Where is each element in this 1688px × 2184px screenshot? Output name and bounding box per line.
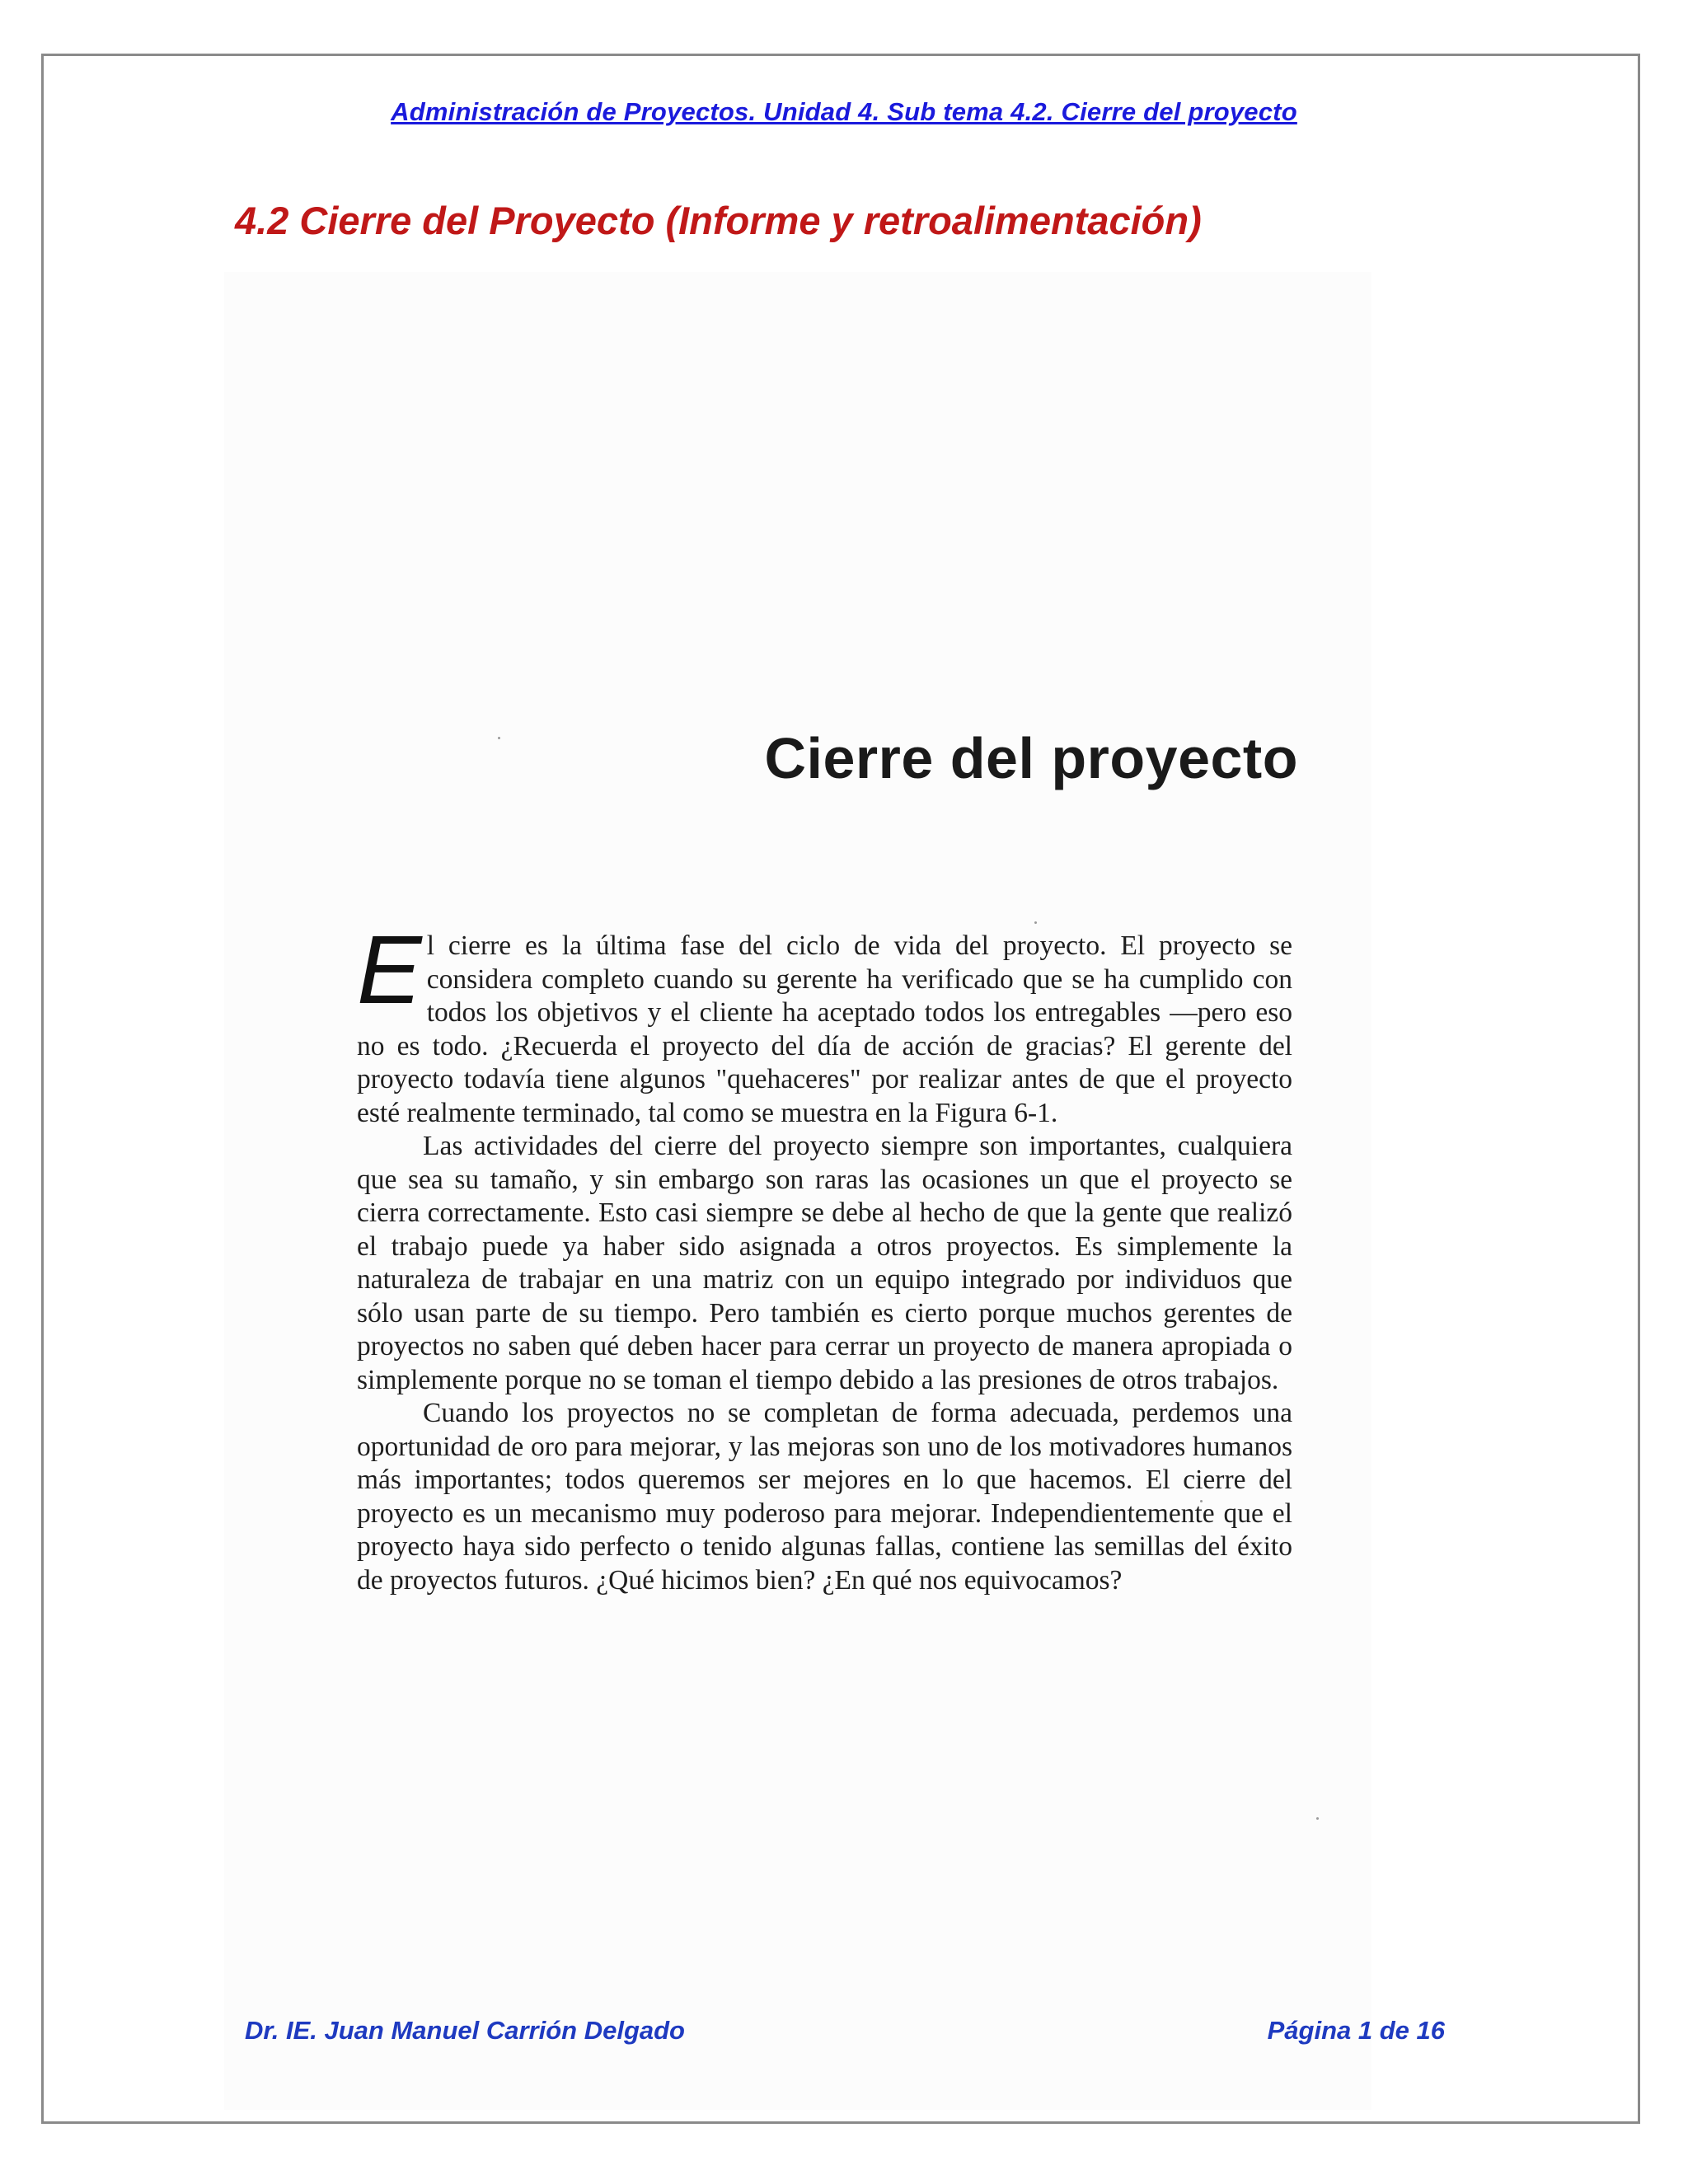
scanned-body-text (357, 916, 1292, 1597)
chapter-title: Cierre del proyecto (764, 726, 1298, 790)
paragraph-2: Las actividades del cierre del proyecto siempre son importantes, cualquiera que sea su tamaño, y sin embargo son raras las ocasiones un que el proyecto se cierra correctamente. Esto casi siempre se debe al hecho de que la gente que realizó el trabajo puede ya haber sido asignada a otros proyectos. Es simplemente la naturaleza de trabajar en una matriz con un equipo integrado por individuos que sólo usan parte de su tiempo. Pero también es cierto porque muchos gerentes de proyectos no saben qué deben hacer para cerrar un proyecto de manera apropiada o simplemente porque no se toman el tiempo debido a las presiones de otros trabajos. (357, 1131, 1292, 1395)
scan-speck (498, 737, 500, 739)
paragraph-1-text: l cierre es la última fase del ciclo de vida del proyecto. El proyecto se considera completo cuando su gerente ha verificado que se ha cumplido con todos los objetivos y el cliente ha aceptado todos los entregables —pero eso no es todo. ¿Recuerda el proyecto del día de acción de gracias? El gerente del proyecto todavía tiene algunos "quehaceres" por realizar antes de que el proyecto esté realmente terminado, tal como se muestra en la Figura 6-1. (357, 930, 1292, 1128)
footer-page-number: Página 1 de 16 (1267, 2016, 1445, 2045)
section-title: 4.2 Cierre del Proyecto (Informe y retroalimentación) (235, 199, 1202, 242)
scan-speck (1034, 921, 1037, 924)
footer-author: Dr. IE. Juan Manuel Carrión Delgado (245, 2016, 685, 2045)
paragraph-3: Cuando los proyectos no se completan de forma adecuada, perdemos una oportunidad de oro para mejorar, y las mejoras son uno de los motivadores humanos más importantes; todos queremos ser mejores en lo que hacemos. El cierre del proyecto es un mecanismo muy poderoso para mejorar. Independientemente que el proyecto haya sido perfecto o tenido algunas fallas, contiene las semillas del éxito de proyectos futuros. ¿Qué hicimos bien? ¿En qué nos equivocamos? (357, 1398, 1292, 1596)
paragraph-1 (357, 916, 1292, 1130)
header-title-link[interactable]: Administración de Proyectos. Unidad 4. Sub tema 4.2. Cierre del proyecto (391, 97, 1297, 126)
scan-speck (1316, 1817, 1319, 1820)
drop-cap: E (357, 916, 422, 1024)
